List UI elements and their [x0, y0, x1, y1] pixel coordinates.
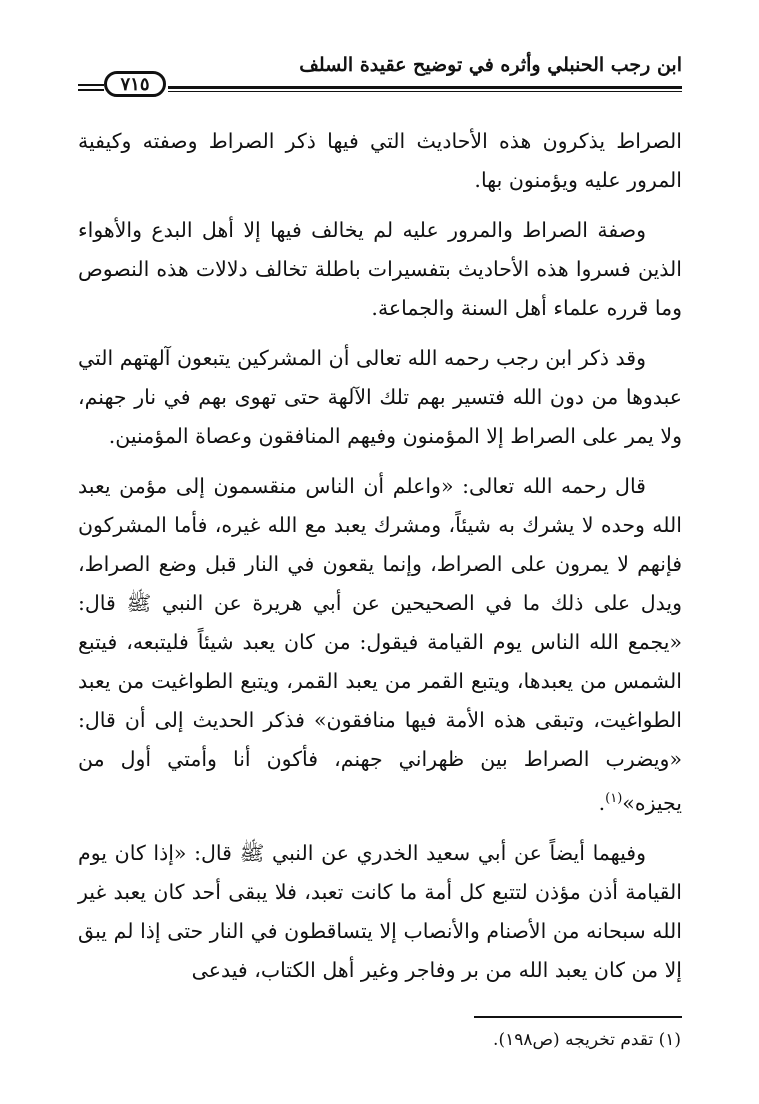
footnote-separator	[474, 1016, 682, 1018]
paragraph-1: الصراط يذكرون هذه الأحاديث التي فيها ذكر الصراط وصفته وكيفية المرور عليه ويؤمنون بها.	[78, 129, 682, 192]
paragraph-5: وفيهما أيضاً عن أبي سعيد الخدري عن النبي ﷺ قال: «إذا كان يوم القيامة أذن مؤذن لتتبع كل أمة ما كانت تعبد، فلا يبقى أحد كان يعبد غير الله سبحانه من الأصنام والأنصاب إلا يتساقطون في النار حتى إذا لم يبق إلا من كان يعبد الله من بر وفاجر وغير أهل الكتاب، فيدعى	[78, 840, 682, 982]
paragraph-2: وصفة الصراط والمرور عليه لم يخالف فيها إلا أهل البدع والأهواء الذين فسروا هذه الأحاديث بتفسيرات باطلة تخالف دلالات هذه النصوص وما قرره علماء أهل السنة والجماعة.	[78, 218, 682, 320]
header-rule-thick	[168, 86, 682, 89]
main-text	[78, 122, 682, 1001]
paragraph-4-text: قال رحمه الله تعالى: «واعلم أن الناس منقسمون إلى مؤمن يعبد الله وحده لا يشرك به شيئاً، ومشرك يعبد مع الله غيره، فأما المشركون فإنهم لا يمرون على الصراط، وإنما يقعون في النار قبل وضع الصراط، ويدل على ذلك ما في الصحيحين عن أبي هريرة عن النبي ﷺ قال: «يجمع الله الناس يوم القيامة فيقول: من كان يعبد شيئاً فليتبعه، فيتبع الشمس من يعبدها، ويتبع القمر من يعبد القمر، ويتبع الطواغيت من يعبد الطواغيت، وتبقى هذه الأمة فيها منافقون» فذكر الحديث إلى أن قال: «ويضرب الصراط بين ظهراني جهنم، فأكون أنا وأمتي أول من يجيزه»	[78, 474, 682, 815]
book-title: ابن رجب الحنبلي وأثره في توضيح عقيدة السلف	[299, 54, 682, 76]
header-rule-left-lower	[78, 89, 104, 91]
footnote-reference: (١)	[605, 791, 623, 806]
paragraph-4: قال رحمه الله تعالى: «واعلم أن الناس منقسمون إلى مؤمن يعبد الله وحده لا يشرك به شيئاً، ومشرك يعبد مع الله غيره، فأما المشركون فإنهم لا يمرون على الصراط، وإنما يقعون في النار قبل وضع الصراط، ويدل على ذلك ما في الصحيحين عن أبي هريرة عن النبي ﷺ قال: «يجمع الله الناس يوم القيامة فيقول: من كان يعبد شيئاً فليتبعه، فيتبع الشمس من يعبدها، ويتبع القمر من يعبد القمر، ويتبع الطواغيت من يعبد الطواغيت، وتبقى هذه الأمة فيها منافقون» فذكر الحديث إلى أن قال: «ويضرب الصراط بين ظهراني جهنم، فأكون أنا وأمتي أول من يجيزه»$^{(١)}$.	[78, 474, 682, 815]
paragraph-3: وقد ذكر ابن رجب رحمه الله تعالى أن المشركين يتبعون آلهتهم التي عبدوها من دون الله فتسير بهم تلك الآلهة حتى تهوى بهم في نار جهنم، ولا يمر على الصراط إلا المؤمنون وفيهم المنافقون وعصاة المؤمنين.	[78, 346, 682, 448]
page-header	[78, 38, 682, 96]
header-rule-left-upper	[78, 84, 104, 86]
footnote: (١) تقدم تخريجه (ص١٩٨).	[493, 1030, 681, 1050]
page-number: ٧١٥	[104, 71, 166, 97]
header-rule-thin	[168, 91, 682, 92]
